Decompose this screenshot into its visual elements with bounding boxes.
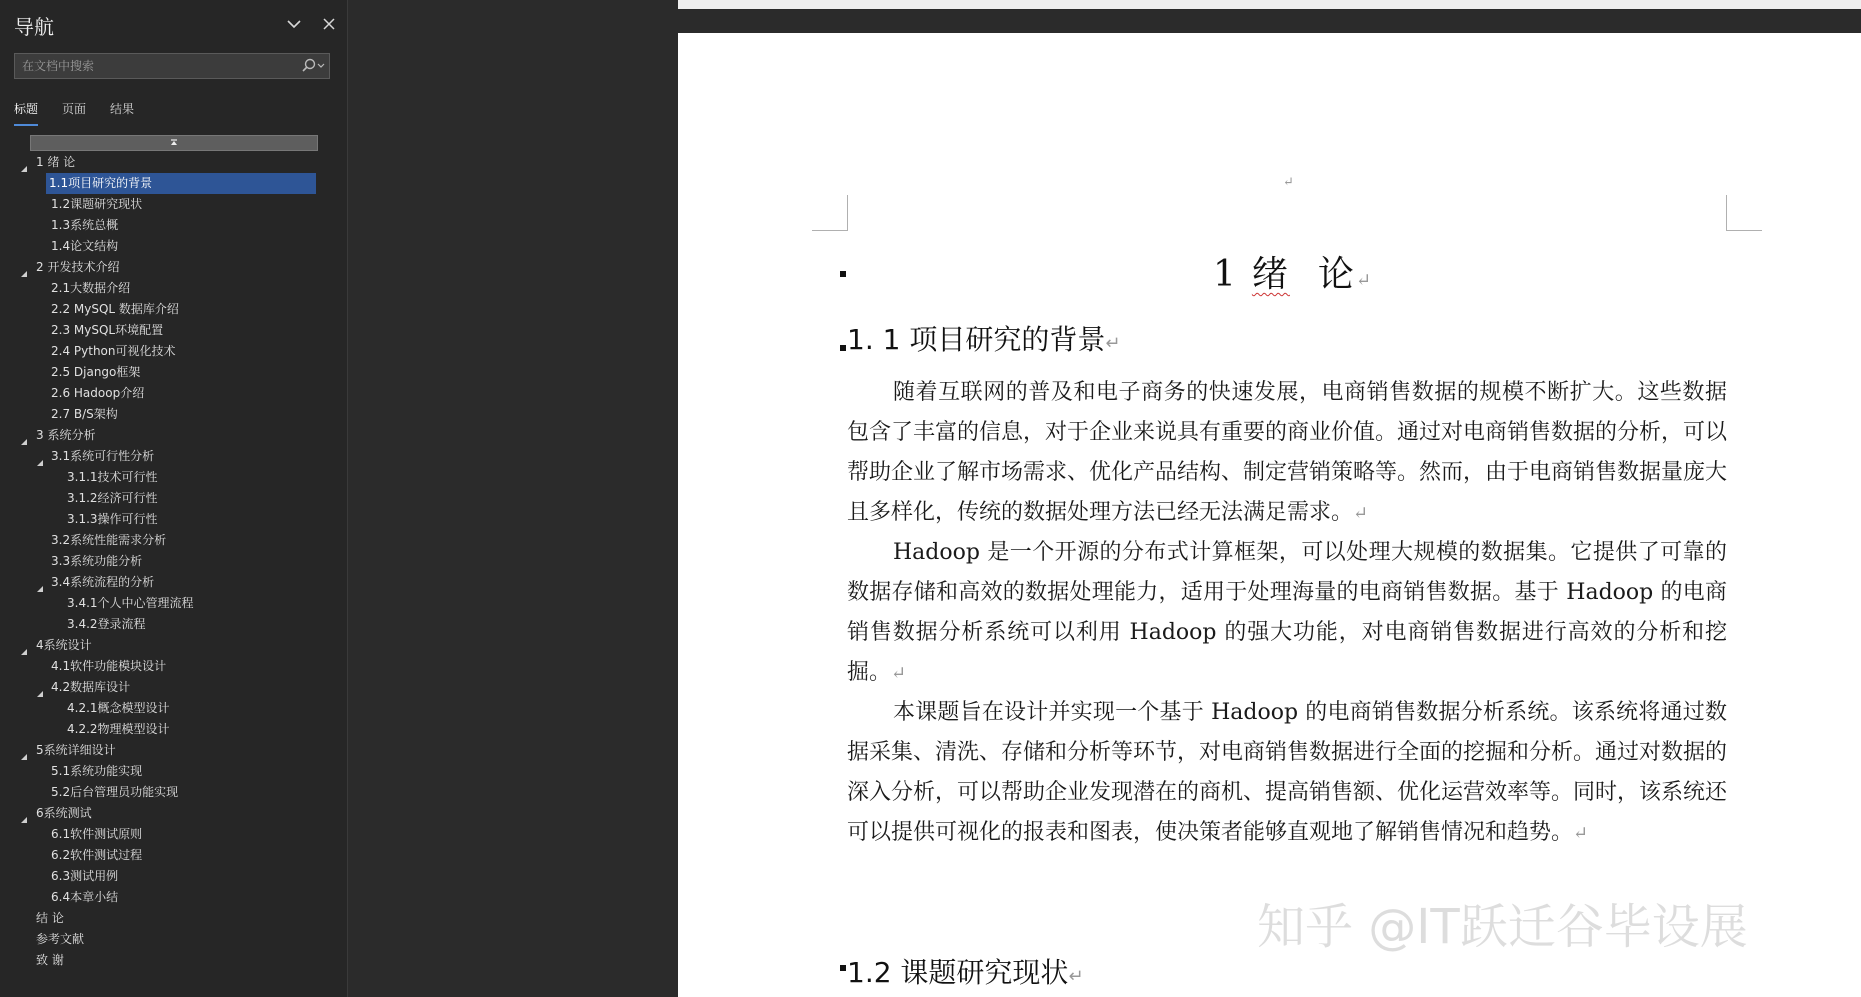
- nav-tree-label: 5.1系统功能实现: [51, 764, 143, 778]
- nav-tree-label: 4.2.2物理模型设计: [67, 722, 170, 736]
- nav-tree-item[interactable]: [0, 425, 330, 446]
- nav-tree-item[interactable]: [0, 593, 330, 614]
- nav-tree-label: 4.1软件功能模块设计: [51, 659, 167, 673]
- nav-tree-item[interactable]: [0, 194, 330, 215]
- nav-tree-item[interactable]: [0, 572, 330, 593]
- nav-tree-label: 6.4本章小结: [51, 890, 119, 904]
- nav-tree-label: 3.3系统功能分析: [51, 554, 143, 568]
- nav-tree-label: 1.2课题研究现状: [51, 197, 143, 211]
- nav-tree-label: 6系统测试: [36, 806, 92, 820]
- collapse-triangle-icon[interactable]: [20, 159, 28, 167]
- nav-tree-item[interactable]: [0, 299, 330, 320]
- tab-results[interactable]: 结果: [110, 102, 135, 116]
- search-icon[interactable]: [297, 56, 327, 76]
- nav-tree-label: 5.2后台管理员功能实现: [51, 785, 179, 799]
- collapse-triangle-icon[interactable]: [36, 579, 44, 587]
- nav-tree-item[interactable]: [0, 530, 330, 551]
- nav-tree-item[interactable]: [0, 404, 330, 425]
- nav-tree-item[interactable]: [0, 257, 330, 278]
- chapter-title-char-1: 绪: [1251, 254, 1290, 295]
- collapse-triangle-icon[interactable]: [20, 642, 28, 650]
- nav-tree-label: 2.4 Python可视化技术: [51, 344, 176, 358]
- nav-tree-item[interactable]: [0, 929, 330, 950]
- nav-tree-item[interactable]: [0, 656, 330, 677]
- nav-tree-label: 3.4系统流程的分析: [51, 575, 155, 589]
- crop-mark-right: [1726, 195, 1762, 231]
- nav-tree-label: 3.4.1个人中心管理流程: [67, 596, 194, 610]
- heading-tree: [0, 152, 330, 971]
- heading-bullet: [840, 965, 846, 971]
- nav-tree-item[interactable]: [0, 887, 330, 908]
- collapse-triangle-icon[interactable]: [20, 432, 28, 440]
- nav-tree-item[interactable]: [0, 488, 330, 509]
- paragraph-text: Hadoop 是一个开源的分布式计算框架，可以处理大规模的数据集。它提供了可靠的数据存储和高效的数据处理能力，适用于处理海量的电商销售数据。基于 Hadoop 的电商销售数据分析系统可以利用 Hadoop 的强大功能，对电商销售数据进行高效的分析和挖掘。: [847, 540, 1727, 685]
- nav-header: [14, 10, 334, 40]
- nav-tree-item[interactable]: [0, 824, 330, 845]
- paragraph-mark: ↵: [1283, 175, 1294, 190]
- nav-tree-label: 1 绪 论: [36, 155, 76, 169]
- paragraph-text: 本课题旨在设计并实现一个基于 Hadoop 的电商销售数据分析系统。该系统将通过数据采集、清洗、存储和分析等环节，对电商销售数据进行全面的挖掘和分析。通过对数据的深入分析，可以帮助企业发现潜在的商机、提高销售额、优化运营效率等。同时，该系统还可以提供可视化的报表和图表，使决策者能够直观地了解销售情况和趋势。: [847, 700, 1728, 845]
- heading-bullet: [840, 345, 846, 351]
- nav-tree-item[interactable]: [0, 236, 330, 257]
- nav-tree-item[interactable]: [0, 152, 330, 173]
- nav-tree-item[interactable]: [0, 635, 330, 656]
- nav-tree-label: 参考文献: [36, 932, 85, 946]
- nav-tree-label: 1.4论文结构: [51, 239, 119, 253]
- paragraph-mark: ↵: [1355, 270, 1374, 291]
- arrow-up-icon: [169, 138, 179, 148]
- nav-tree-item[interactable]: [0, 467, 330, 488]
- nav-tree-item[interactable]: [0, 362, 330, 383]
- nav-tree-label: 2.3 MySQL环境配置: [51, 323, 164, 337]
- tab-headings[interactable]: 标题: [14, 100, 38, 126]
- nav-tree-label: 6.2软件测试过程: [51, 848, 143, 862]
- nav-tree-item[interactable]: [0, 677, 330, 698]
- nav-tree-label: 2 开发技术介绍: [36, 260, 120, 274]
- nav-tree-item[interactable]: [0, 383, 330, 404]
- paragraph-mark: ↵: [891, 663, 907, 684]
- nav-tree-label: 2.2 MySQL 数据库介绍: [51, 302, 179, 316]
- nav-tree-label: 1.1项目研究的背景: [46, 173, 316, 194]
- chevron-down-icon[interactable]: [284, 14, 304, 34]
- nav-tree-label: 2.5 Django框架: [51, 365, 141, 379]
- watermark: 知乎 @IT跃迁谷毕设展: [1257, 899, 1748, 955]
- search-box: [14, 53, 330, 79]
- chapter-heading: [1213, 246, 1373, 297]
- nav-tree-item[interactable]: [0, 740, 330, 761]
- paragraph-mark: ↵: [1105, 333, 1121, 354]
- nav-tree-label: 3.1.3操作可行性: [67, 512, 158, 526]
- scroll-to-top-button[interactable]: [30, 135, 318, 151]
- nav-tree-item[interactable]: [0, 719, 330, 740]
- nav-tree-item[interactable]: [0, 341, 330, 362]
- nav-tree-item[interactable]: [0, 614, 330, 635]
- nav-tree-label: 6.1软件测试原则: [51, 827, 143, 841]
- nav-tree-item[interactable]: [0, 761, 330, 782]
- nav-tree-label: 3.1.1技术可行性: [67, 470, 158, 484]
- search-input[interactable]: [15, 54, 295, 78]
- nav-tree-item[interactable]: [0, 908, 330, 929]
- collapse-triangle-icon[interactable]: [20, 810, 28, 818]
- crop-mark-left: [812, 195, 848, 231]
- nav-tree-label: 2.1大数据介绍: [51, 281, 131, 295]
- section-heading-1-2: [847, 951, 1084, 991]
- nav-tabs: [14, 100, 134, 126]
- body-paragraph: [847, 533, 1727, 694]
- paragraph-mark: ↵: [1068, 966, 1084, 987]
- nav-tree-item[interactable]: [0, 509, 330, 530]
- nav-tree-item[interactable]: [0, 803, 330, 824]
- nav-tree-label: 4.2数据库设计: [51, 680, 131, 694]
- nav-tree-label: 4.2.1概念模型设计: [67, 701, 170, 715]
- nav-tree-label: 6.3测试用例: [51, 869, 119, 883]
- nav-tree-label: 3.4.2登录流程: [67, 617, 146, 631]
- document-page[interactable]: [678, 33, 1861, 997]
- collapse-triangle-icon[interactable]: [20, 264, 28, 272]
- nav-tree-label: 5系统详细设计: [36, 743, 116, 757]
- nav-tree-item[interactable]: [0, 845, 330, 866]
- collapse-triangle-icon[interactable]: [36, 684, 44, 692]
- nav-tree-label: 1.3系统总概: [51, 218, 119, 232]
- section-heading-text: 1. 1 项目研究的背景: [847, 323, 1106, 356]
- nav-tree-label: 结 论: [36, 911, 64, 925]
- chapter-title-char-2: 论: [1317, 254, 1356, 295]
- section-heading-1-1: [847, 318, 1120, 358]
- collapse-triangle-icon[interactable]: [36, 453, 44, 461]
- nav-tree-label: 3 系统分析: [36, 428, 96, 442]
- close-icon[interactable]: [319, 14, 339, 34]
- previous-page-edge: [678, 0, 1861, 9]
- nav-tree-label: 2.7 B/S架构: [51, 407, 118, 421]
- paragraph-mark: ↵: [1353, 503, 1369, 524]
- nav-tree-label: 3.1.2经济可行性: [67, 491, 158, 505]
- nav-tree-label: 4系统设计: [36, 638, 92, 652]
- nav-title: 导航: [14, 15, 54, 39]
- paragraph-mark: ↵: [1573, 823, 1589, 844]
- nav-tree-item[interactable]: [0, 782, 330, 803]
- nav-tree-item[interactable]: [0, 698, 330, 719]
- collapse-triangle-icon[interactable]: [20, 747, 28, 755]
- nav-tree-label: 3.1系统可行性分析: [51, 449, 155, 463]
- nav-tree-item[interactable]: [0, 446, 330, 467]
- body-paragraph: [847, 373, 1727, 534]
- nav-tree-label: 2.6 Hadoop介绍: [51, 386, 145, 400]
- nav-tree-item[interactable]: [0, 950, 330, 971]
- nav-tree-item[interactable]: [0, 551, 330, 572]
- nav-tree-label: 致 谢: [36, 953, 64, 967]
- tab-pages[interactable]: 页面: [62, 102, 87, 116]
- nav-tree-item[interactable]: [0, 866, 330, 887]
- nav-tree-item[interactable]: [0, 320, 330, 341]
- section-heading-text: 1.2 课题研究现状: [847, 956, 1069, 989]
- heading-bullet: [840, 271, 846, 277]
- body-paragraph: [847, 693, 1727, 854]
- nav-tree-item[interactable]: [0, 215, 330, 236]
- navigation-pane: [0, 0, 348, 997]
- nav-tree-item[interactable]: [0, 173, 330, 194]
- chapter-number: 1: [1213, 254, 1238, 295]
- nav-tree-label: 3.2系统性能需求分析: [51, 533, 167, 547]
- nav-tree-item[interactable]: [0, 278, 330, 299]
- paragraph-text: 随着互联网的普及和电子商务的快速发展，电商销售数据的规模不断扩大。这些数据包含了丰富的信息，对于企业来说具有重要的商业价值。通过对电商销售数据的分析，可以帮助企业了解市场需求、优化产品结构、制定营销策略等。然而，由于电商销售数据量庞大且多样化，传统的数据处理方法已经无法满足需求。: [847, 380, 1728, 525]
